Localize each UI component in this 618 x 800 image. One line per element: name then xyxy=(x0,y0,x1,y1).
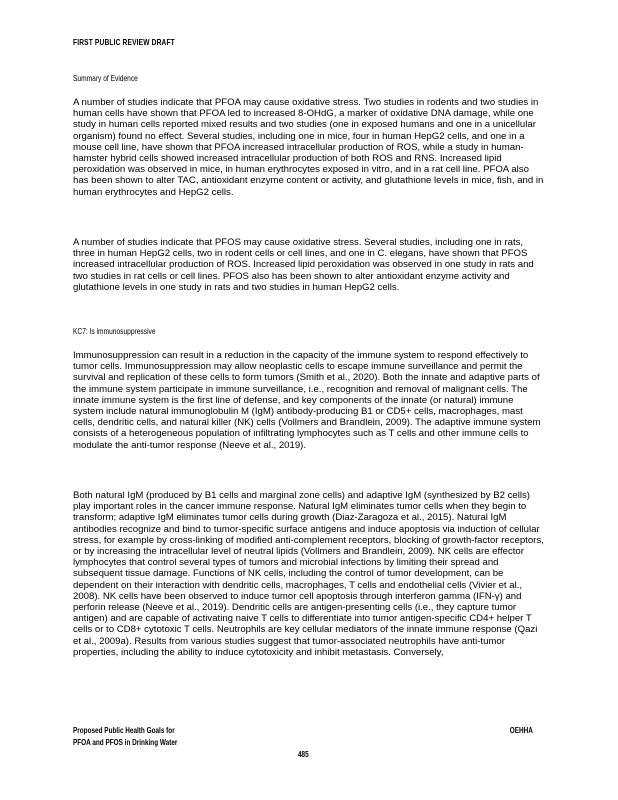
paragraph-igm-nk-cells: Both natural IgM (produced by B1 cells and marginal zone cells) and adaptive IgM (synthesized by B2 cells) play important roles in the cancer immune response. Natural IgM eliminates tumor cells when they begin to transform; adaptive IgM eliminates tumor cells during growth (Diaz-Zaragoza et al., 2015). Natural IgM antibodies recognize and bind to tumor-specific surface antigens and induce apoptosis via induction of cellular stress, for example by cross-linking of modified anti-complement receptors, blocking of growth-factor receptors, or by increasing the intracellular level of neutral lipids (Vollmers and Brandlein, 2009). NK cells are effector lymphocytes that control several types of tumors and microbial infections by limiting their spread and subsequent tissue damage. Functions of NK cells, including the control of tumor development, can be dependent on their interaction with dendritic cells, macrophages, T cells and endothelial cells (Vivier et al., 2008). NK cells have been observed to induce tumor cell apoptosis through interferon gamma (IFN-γ) and perforin release (Neeve et al., 2019). Dendritic cells are antigen-presenting cells (i.e., they capture tumor antigen) and are capable of activating naive T cells to differentiate into tumor antigen-specific CD4+ helper T cells or to CD8+ cytotoxic T cells. Neutrophils are key cellular mediators of the innate immune response (Qazi et al., 2009a). Results from various studies suggest that tumor-associated neutrophils have anti-tumor properties, including the ability to induce cytotoxicity and inhibit metastasis. Conversely, xyxy=(73,490,544,658)
footer-line-1: Proposed Public Health Goals for xyxy=(73,726,175,735)
footer-title xyxy=(73,725,177,749)
footer-line-2: PFOA and PFOS in Drinking Water xyxy=(73,738,178,747)
summary-heading: Summary of Evidence xyxy=(73,73,138,83)
footer-org: OEHHA xyxy=(509,726,533,735)
paragraph-immunosuppression: Immunosuppression can result in a reduction in the capacity of the immune system to respond effectively to tumor cells. Immunosuppression may allow neoplastic cells to escape immune surveillance and permit the survival and replication of these cells to form tumors (Smith et al., 2020). Both the innate and adaptive parts of the immune system participate in immune surveillance, i.e., recognition and removal of malignant cells. The innate immune system is the first line of defense, and key components of the innate (or natural) immune system include natural immunoglobulin M (IgM) antibody-producing B1 or CD5+ cells, macrophages, mast cells, dendritic cells, and natural killer (NK) cells (Vollmers and Brandlein, 2009). The adaptive immune system consists of a heterogeneous population of infiltrating lymphocytes such as T cells and other immune cells to modulate the anti-tumor response (Neeve et al., 2019). xyxy=(73,350,541,451)
draft-header: FIRST PUBLIC REVIEW DRAFT xyxy=(73,37,175,47)
page-number: 485 xyxy=(298,750,309,759)
paragraph-pfoa-oxidative-stress: A number of studies indicate that PFOA may cause oxidative stress. Two studies in rodents and two studies in human cells have shown that PFOA led to increased 8-OHdG, a marker of oxidative DNA damage, while one study in human cells reported mixed results and two studies (one in exposed humans and one in a unicellular organism) found no effect. Several studies, including one in mice, four in human HepG2 cells, and one in a mouse cell line, have shown that PFOA increased intracellular production of ROS, while a study in human-hamster hybrid cells showed increased intracellular production of both ROS and RNS. Increased lipid peroxidation was observed in mice, in human erythrocytes exposed in vitro, and in a rat cell line. PFOA also has been shown to alter TAC, antioxidant enzyme content or activity, and glutathione levels in mice, fish, and in human erythrocytes and HepG2 cells. xyxy=(73,97,544,198)
paragraph-pfos-oxidative-stress: A number of studies indicate that PFOS may cause oxidative stress. Several studies, including one in rats, three in human HepG2 cells, two in rodent cells or cell lines, and one in C. elegans, have shown that PFOS increased intracellular production of ROS. Increased lipid peroxidation was observed in one study in rats and two studies in rat cells or cell lines. PFOS also has been shown to alter antioxidant enzyme activity and glutathione levels in one study in rats and two studies in human HepG2 cells. xyxy=(73,237,534,293)
kc7-heading: KC7: Is immunosuppressive xyxy=(73,326,156,336)
